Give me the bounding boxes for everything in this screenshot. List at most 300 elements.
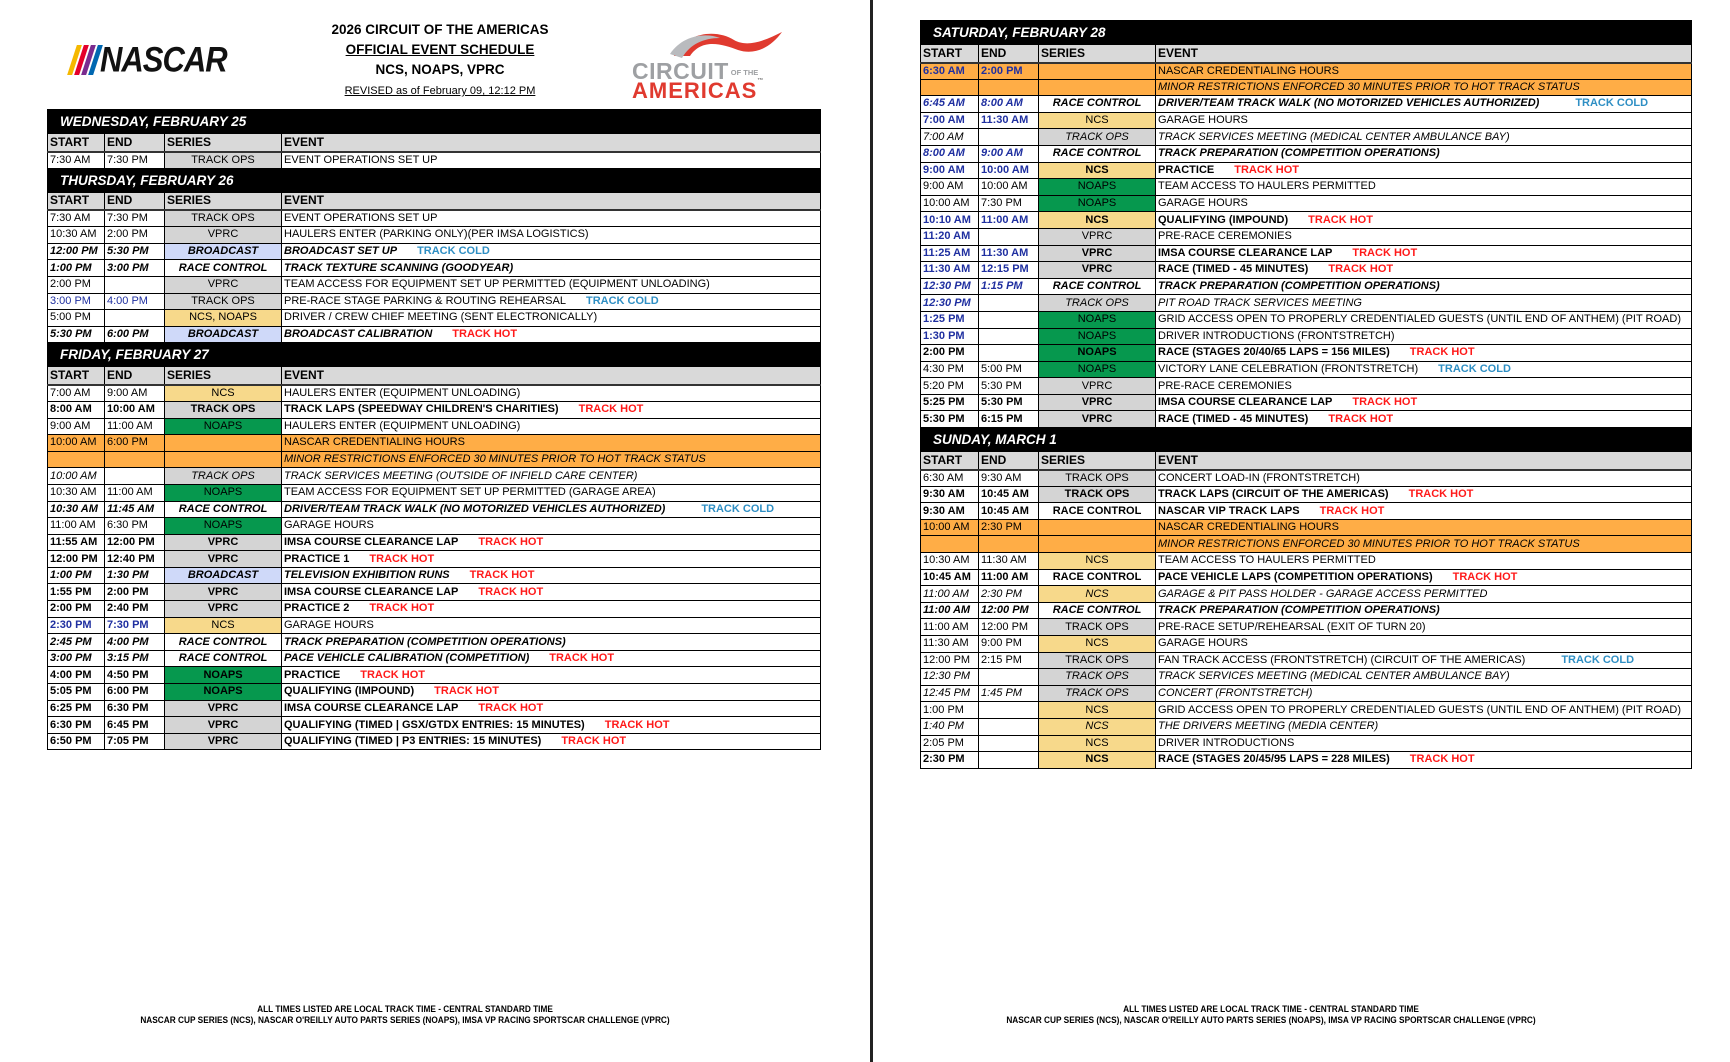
event-text: TRACK SERVICES MEETING (MEDICAL CENTER AMBULANCE BAY): [1158, 130, 1510, 143]
schedule-row: [921, 752, 1692, 769]
start-time: 10:00 AM: [48, 468, 105, 485]
schedule-row: [921, 79, 1692, 96]
event-text: NASCAR VIP TRACK LAPS: [1158, 504, 1300, 517]
start-time: 12:30 PM: [921, 278, 979, 295]
schedule-row: [921, 295, 1692, 312]
day-title: SUNDAY, MARCH 1: [921, 428, 1692, 452]
schedule-row: [48, 650, 821, 667]
start-time: 7:00 AM: [48, 385, 105, 402]
event-cell: [282, 634, 821, 651]
series-cell: TRACK OPS: [165, 210, 282, 227]
end-time: 9:30 AM: [979, 470, 1039, 487]
column-header-event: EVENT: [282, 134, 821, 152]
event-text: RACE (TIMED - 45 MINUTES): [1158, 412, 1309, 425]
event-text: IMSA COURSE CLEARANCE LAP: [1158, 396, 1333, 409]
column-header-series: SERIES: [165, 192, 282, 210]
schedule-row: [48, 634, 821, 651]
column-header-series: SERIES: [1039, 45, 1156, 63]
track-hot-badge: TRACK HOT: [1328, 263, 1394, 276]
schedule-row: [921, 519, 1692, 536]
schedule-row: [921, 228, 1692, 245]
column-header-start: START: [48, 367, 105, 385]
event-text: GARAGE HOURS: [1158, 197, 1248, 210]
schedule-row: [921, 212, 1692, 229]
event-cell: [1156, 602, 1692, 619]
day-header: [48, 343, 821, 367]
start-time: 6:25 PM: [48, 700, 105, 717]
series-cell: VPRC: [165, 717, 282, 734]
column-header-end: END: [105, 134, 165, 152]
series-cell: TRACK OPS: [1039, 685, 1156, 702]
schedule-row: [48, 451, 821, 468]
track-hot-badge: TRACK HOT: [452, 328, 518, 341]
track-hot-badge: TRACK HOT: [478, 585, 544, 598]
series-cell: NOAPS: [165, 667, 282, 684]
day-title: SATURDAY, FEBRUARY 28: [921, 21, 1692, 45]
event-cell: [282, 501, 821, 518]
event-cell: [1156, 311, 1692, 328]
schedule-row: [48, 310, 821, 327]
event-cell: [282, 518, 821, 535]
series-cell: NOAPS: [165, 418, 282, 435]
event-text: TRACK PREPARATION (COMPETITION OPERATIONS): [1158, 147, 1440, 160]
end-time: 2:40 PM: [105, 601, 165, 618]
column-header-row: [48, 367, 821, 385]
column-header-end: END: [105, 192, 165, 210]
series-cell: VPRC: [165, 601, 282, 618]
column-header-start: START: [921, 452, 979, 470]
event-cell: [1156, 586, 1692, 603]
start-time: 12:00 PM: [48, 551, 105, 568]
schedule-row: [921, 486, 1692, 503]
schedule-row: [48, 700, 821, 717]
start-time: 8:00 AM: [921, 145, 979, 162]
end-time: [979, 345, 1039, 362]
schedule-row: [921, 112, 1692, 129]
start-time: 9:30 AM: [921, 486, 979, 503]
title-series: NCS, NOAPS, VPRC: [375, 62, 505, 77]
event-cell: [1156, 735, 1692, 752]
start-time: 5:20 PM: [921, 378, 979, 395]
series-cell: VPRC: [165, 227, 282, 244]
series-cell: NCS: [1039, 162, 1156, 179]
start-time: 2:05 PM: [921, 735, 979, 752]
event-text: IMSA COURSE CLEARANCE LAP: [1158, 246, 1333, 259]
end-time: 7:30 PM: [979, 195, 1039, 212]
schedule-row: [48, 551, 821, 568]
event-text: DRIVER/TEAM TRACK WALK (NO MOTORIZED VEHICLES AUTHORIZED): [284, 502, 666, 515]
nascar-logo-text: NASCAR: [100, 39, 227, 80]
start-time: 5:30 PM: [48, 326, 105, 343]
start-time: 1:00 PM: [48, 567, 105, 584]
schedule-row: [48, 717, 821, 734]
end-time: 9:00 AM: [105, 385, 165, 402]
start-time: 10:30 AM: [921, 553, 979, 570]
event-cell: [282, 310, 821, 327]
schedule-row: [921, 245, 1692, 262]
event-cell: [282, 401, 821, 418]
event-text: NASCAR CREDENTIALING HOURS: [1158, 521, 1339, 534]
event-text: BROADCAST SET UP: [284, 245, 398, 258]
page-divider: [870, 0, 873, 1062]
end-time: 12:15 PM: [979, 262, 1039, 279]
series-cell: RACE CONTROL: [1039, 569, 1156, 586]
schedule-row: [48, 152, 821, 169]
end-time: 12:00 PM: [105, 534, 165, 551]
series-cell: TRACK OPS: [1039, 470, 1156, 487]
event-text: PACE VEHICLE LAPS (COMPETITION OPERATIONS): [1158, 570, 1433, 583]
end-time: [979, 228, 1039, 245]
start-time: 7:00 AM: [921, 112, 979, 129]
track-hot-badge: TRACK HOT: [604, 718, 670, 731]
event-text: GRID ACCESS OPEN TO PROPERLY CREDENTIALED GUESTS (UNTIL END OF ANTHEM) (PIT ROAD): [1158, 703, 1681, 716]
event-cell: [1156, 486, 1692, 503]
series-cell: NCS, NOAPS: [165, 310, 282, 327]
track-hot-badge: TRACK HOT: [1328, 412, 1394, 425]
event-text: TEAM ACCESS TO HAULERS PERMITTED: [1158, 554, 1376, 567]
event-cell: [1156, 569, 1692, 586]
event-text: GARAGE HOURS: [1158, 637, 1248, 650]
event-cell: [282, 667, 821, 684]
start-time: 6:30 PM: [48, 717, 105, 734]
schedule-row: [921, 636, 1692, 653]
schedule-row: [921, 569, 1692, 586]
series-cell: VPRC: [165, 276, 282, 293]
end-time: 6:30 PM: [105, 518, 165, 535]
column-header-row: [921, 45, 1692, 63]
track-cold-badge: TRACK COLD: [1438, 362, 1511, 375]
end-time: 12:00 PM: [979, 602, 1039, 619]
event-text: FAN TRACK ACCESS (FRONTSTRETCH) (CIRCUIT OF THE AMERICAS): [1158, 653, 1526, 666]
track-hot-badge: TRACK HOT: [1409, 753, 1475, 766]
start-time: 11:00 AM: [921, 602, 979, 619]
schedule-row: [921, 702, 1692, 719]
end-time: 5:30 PM: [105, 243, 165, 260]
schedule-row: [921, 735, 1692, 752]
event-cell: [1156, 619, 1692, 636]
event-text: VICTORY LANE CELEBRATION (FRONTSTRETCH): [1158, 362, 1419, 375]
event-cell: [282, 650, 821, 667]
schedule-row: [921, 411, 1692, 428]
series-cell: NCS: [1039, 735, 1156, 752]
footer-note: [5, 1004, 805, 1026]
end-time: 11:45 AM: [105, 501, 165, 518]
day-title: THURSDAY, FEBRUARY 26: [48, 168, 821, 192]
day-title: WEDNESDAY, FEBRUARY 25: [48, 110, 821, 134]
schedule-row: [921, 63, 1692, 80]
event-text: DRIVER/TEAM TRACK WALK (NO MOTORIZED VEHICLES AUTHORIZED): [1158, 97, 1540, 110]
start-time: 2:30 PM: [48, 617, 105, 634]
end-time: 4:50 PM: [105, 667, 165, 684]
series-cell: NOAPS: [165, 518, 282, 535]
end-time: 2:15 PM: [979, 652, 1039, 669]
start-time: 12:30 PM: [921, 295, 979, 312]
event-text: RACE (STAGES 20/45/95 LAPS = 228 MILES): [1158, 753, 1390, 766]
series-cell: NCS: [1039, 718, 1156, 735]
series-cell: RACE CONTROL: [1039, 503, 1156, 520]
event-cell: [1156, 79, 1692, 96]
track-hot-badge: TRACK HOT: [478, 535, 544, 548]
schedule-row: [48, 210, 821, 227]
end-time: 10:00 AM: [105, 401, 165, 418]
start-time: 2:30 PM: [921, 752, 979, 769]
start-time: 10:10 AM: [921, 212, 979, 229]
title-block: [300, 20, 580, 101]
event-cell: [1156, 195, 1692, 212]
series-cell: VPRC: [1039, 245, 1156, 262]
event-cell: [1156, 361, 1692, 378]
end-time: [105, 468, 165, 485]
event-cell: [1156, 702, 1692, 719]
event-cell: [282, 484, 821, 501]
end-time: 1:30 PM: [105, 567, 165, 584]
schedule-row: [921, 602, 1692, 619]
column-header-event: EVENT: [1156, 45, 1692, 63]
column-header-end: END: [979, 452, 1039, 470]
schedule-row: [48, 401, 821, 418]
column-header-event: EVENT: [1156, 452, 1692, 470]
event-text: GARAGE HOURS: [284, 519, 374, 532]
track-hot-badge: TRACK HOT: [578, 403, 644, 416]
column-header-event: EVENT: [282, 192, 821, 210]
series-cell: [1039, 536, 1156, 553]
end-time: 10:00 AM: [979, 179, 1039, 196]
end-time: [979, 311, 1039, 328]
series-cell: TRACK OPS: [165, 468, 282, 485]
event-text: PRE-RACE SETUP/REHEARSAL (EXIT OF TURN 20): [1158, 620, 1426, 633]
end-time: 5:30 PM: [979, 378, 1039, 395]
schedule-row: [48, 435, 821, 452]
start-time: 6:45 AM: [921, 96, 979, 113]
event-text: PRE-RACE CEREMONIES: [1158, 379, 1292, 392]
event-text: PRE-RACE CEREMONIES: [1158, 230, 1292, 243]
series-cell: [1039, 63, 1156, 80]
event-text: TRACK PREPARATION (COMPETITION OPERATIONS): [284, 635, 566, 648]
series-cell: NOAPS: [1039, 179, 1156, 196]
event-text: TEAM ACCESS TO HAULERS PERMITTED: [1158, 180, 1376, 193]
event-cell: [282, 385, 821, 402]
end-time: [979, 669, 1039, 686]
track-hot-badge: TRACK HOT: [1352, 246, 1418, 259]
track-hot-badge: TRACK HOT: [369, 552, 435, 565]
start-time: 11:00 AM: [921, 619, 979, 636]
schedule-row: [48, 468, 821, 485]
series-cell: [165, 451, 282, 468]
schedule-row: [921, 503, 1692, 520]
start-time: 8:00 AM: [48, 401, 105, 418]
track-hot-badge: TRACK HOT: [1352, 396, 1418, 409]
end-time: 11:00 AM: [979, 569, 1039, 586]
day-header: [921, 428, 1692, 452]
event-text: GARAGE HOURS: [284, 618, 374, 631]
event-text: PRACTICE: [1158, 163, 1215, 176]
series-cell: NOAPS: [1039, 328, 1156, 345]
end-time: 6:30 PM: [105, 700, 165, 717]
end-time: 5:30 PM: [979, 394, 1039, 411]
schedule-row: [921, 96, 1692, 113]
end-time: [105, 451, 165, 468]
event-text: IMSA COURSE CLEARANCE LAP: [284, 535, 459, 548]
schedule-row: [921, 619, 1692, 636]
event-text: PRACTICE: [284, 668, 341, 681]
start-time: 6:50 PM: [48, 733, 105, 750]
event-text: TRACK SERVICES MEETING (OUTSIDE OF INFIELD CARE CENTER): [284, 469, 638, 482]
end-time: 7:30 PM: [105, 210, 165, 227]
series-cell: RACE CONTROL: [1039, 145, 1156, 162]
schedule-row: [48, 243, 821, 260]
event-cell: [282, 584, 821, 601]
event-cell: [1156, 669, 1692, 686]
event-text: TRACK TEXTURE SCANNING (GOODYEAR): [284, 261, 514, 274]
end-time: 4:00 PM: [105, 293, 165, 310]
day-header: [921, 21, 1692, 45]
series-cell: VPRC: [165, 551, 282, 568]
schedule-row: [921, 378, 1692, 395]
start-time: 3:00 PM: [48, 293, 105, 310]
end-time: 11:30 AM: [979, 245, 1039, 262]
start-time: 3:00 PM: [48, 650, 105, 667]
page-header: [0, 0, 870, 108]
event-text: RACE (STAGES 20/40/65 LAPS = 156 MILES): [1158, 346, 1390, 359]
schedule-row: [921, 145, 1692, 162]
event-text: CONCERT (FRONTSTRETCH): [1158, 687, 1313, 700]
event-text: HAULERS ENTER (EQUIPMENT UNLOADING): [284, 386, 521, 399]
start-time: 5:30 PM: [921, 411, 979, 428]
footer-time-note: ALL TIMES LISTED ARE LOCAL TRACK TIME - CENTRAL STANDARD TIME: [1123, 1004, 1419, 1014]
series-cell: VPRC: [165, 584, 282, 601]
column-header-start: START: [48, 134, 105, 152]
series-cell: VPRC: [1039, 394, 1156, 411]
track-hot-badge: TRACK HOT: [1409, 346, 1475, 359]
event-text: HAULERS ENTER (PARKING ONLY)(PER IMSA LOGISTICS): [284, 228, 589, 241]
end-time: [979, 536, 1039, 553]
event-text: GRID ACCESS OPEN TO PROPERLY CREDENTIALED GUESTS (UNTIL END OF ANTHEM) (PIT ROAD): [1158, 313, 1681, 326]
series-cell: NCS: [1039, 586, 1156, 603]
end-time: 11:00 AM: [979, 212, 1039, 229]
event-cell: [1156, 262, 1692, 279]
end-time: [979, 79, 1039, 96]
event-text: TRACK LAPS (SPEEDWAY CHILDREN'S CHARITIES): [284, 403, 559, 416]
end-time: 6:15 PM: [979, 411, 1039, 428]
end-time: 3:15 PM: [105, 650, 165, 667]
event-cell: [1156, 162, 1692, 179]
series-cell: NOAPS: [165, 484, 282, 501]
day-header: [48, 110, 821, 134]
series-cell: NOAPS: [1039, 195, 1156, 212]
end-time: 12:40 PM: [105, 551, 165, 568]
event-cell: [282, 684, 821, 701]
schedule-row: [48, 260, 821, 277]
event-text: DRIVER INTRODUCTIONS (FRONTSTRETCH): [1158, 329, 1395, 342]
event-cell: [1156, 685, 1692, 702]
series-cell: TRACK OPS: [1039, 652, 1156, 669]
start-time: 6:30 AM: [921, 470, 979, 487]
schedule-row: [921, 361, 1692, 378]
series-cell: RACE CONTROL: [165, 634, 282, 651]
event-cell: [1156, 212, 1692, 229]
start-time: 12:45 PM: [921, 685, 979, 702]
title-schedule: OFFICIAL EVENT SCHEDULE: [345, 42, 535, 57]
event-text: TRACK PREPARATION (COMPETITION OPERATIONS): [1158, 604, 1440, 617]
end-time: 9:00 PM: [979, 636, 1039, 653]
schedule-row: [921, 652, 1692, 669]
schedule-row: [48, 326, 821, 343]
start-time: 10:30 AM: [48, 227, 105, 244]
series-cell: TRACK OPS: [1039, 619, 1156, 636]
start-time: 1:30 PM: [921, 328, 979, 345]
start-time: [48, 451, 105, 468]
column-header-row: [48, 134, 821, 152]
event-cell: [282, 717, 821, 734]
schedule-row: [921, 162, 1692, 179]
series-cell: NCS: [1039, 112, 1156, 129]
event-cell: [1156, 295, 1692, 312]
schedule-row: [921, 394, 1692, 411]
schedule-row: [48, 684, 821, 701]
series-cell: NOAPS: [1039, 311, 1156, 328]
event-cell: [282, 210, 821, 227]
nascar-stripes-icon: [72, 45, 98, 75]
start-time: 10:00 AM: [921, 195, 979, 212]
event-cell: [1156, 718, 1692, 735]
start-time: 7:00 AM: [921, 129, 979, 146]
event-cell: [1156, 553, 1692, 570]
end-time: 1:45 PM: [979, 685, 1039, 702]
series-cell: VPRC: [1039, 228, 1156, 245]
cota-logo-circuit: CIRCUIT OF THE: [632, 58, 759, 84]
event-cell: [282, 601, 821, 618]
start-time: [921, 79, 979, 96]
start-time: 2:00 PM: [921, 345, 979, 362]
series-cell: TRACK OPS: [1039, 129, 1156, 146]
start-time: 6:30 AM: [921, 63, 979, 80]
track-hot-badge: TRACK HOT: [1452, 570, 1518, 583]
event-text: TRACK PREPARATION (COMPETITION OPERATIONS): [1158, 280, 1440, 293]
series-cell: TRACK OPS: [1039, 295, 1156, 312]
event-cell: [1156, 378, 1692, 395]
end-time: 6:45 PM: [105, 717, 165, 734]
end-time: 1:15 PM: [979, 278, 1039, 295]
column-header-row: [921, 452, 1692, 470]
series-cell: VPRC: [1039, 378, 1156, 395]
footer-series-legend: NASCAR CUP SERIES (NCS), NASCAR O'REILLY AUTO PARTS SERIES (NOAPS), IMSA VP RACING SPORTSCAR CHALLENGE (VPRC): [1006, 1015, 1536, 1025]
start-time: 9:00 AM: [48, 418, 105, 435]
event-cell: [1156, 636, 1692, 653]
event-cell: [282, 227, 821, 244]
event-text: PIT ROAD TRACK SERVICES MEETING: [1158, 296, 1362, 309]
series-cell: [1039, 519, 1156, 536]
event-text: RACE (TIMED - 45 MINUTES): [1158, 263, 1309, 276]
column-header-end: END: [105, 367, 165, 385]
series-cell: RACE CONTROL: [165, 260, 282, 277]
series-cell: NOAPS: [1039, 361, 1156, 378]
start-time: 9:00 AM: [921, 162, 979, 179]
schedule-row: [48, 501, 821, 518]
event-text: TEAM ACCESS FOR EQUIPMENT SET UP PERMITTED (EQUIPMENT UNLOADING): [284, 278, 710, 291]
schedule-row: [921, 553, 1692, 570]
series-cell: RACE CONTROL: [1039, 278, 1156, 295]
schedule-row: [48, 293, 821, 310]
end-time: 7:30 PM: [105, 617, 165, 634]
start-time: 11:20 AM: [921, 228, 979, 245]
event-text: PRE-RACE STAGE PARKING & ROUTING REHEARSAL: [284, 294, 566, 307]
schedule-row: [48, 534, 821, 551]
event-cell: [1156, 96, 1692, 113]
schedule-row: [921, 669, 1692, 686]
series-cell: [165, 435, 282, 452]
end-time: 2:30 PM: [979, 586, 1039, 603]
event-cell: [282, 567, 821, 584]
